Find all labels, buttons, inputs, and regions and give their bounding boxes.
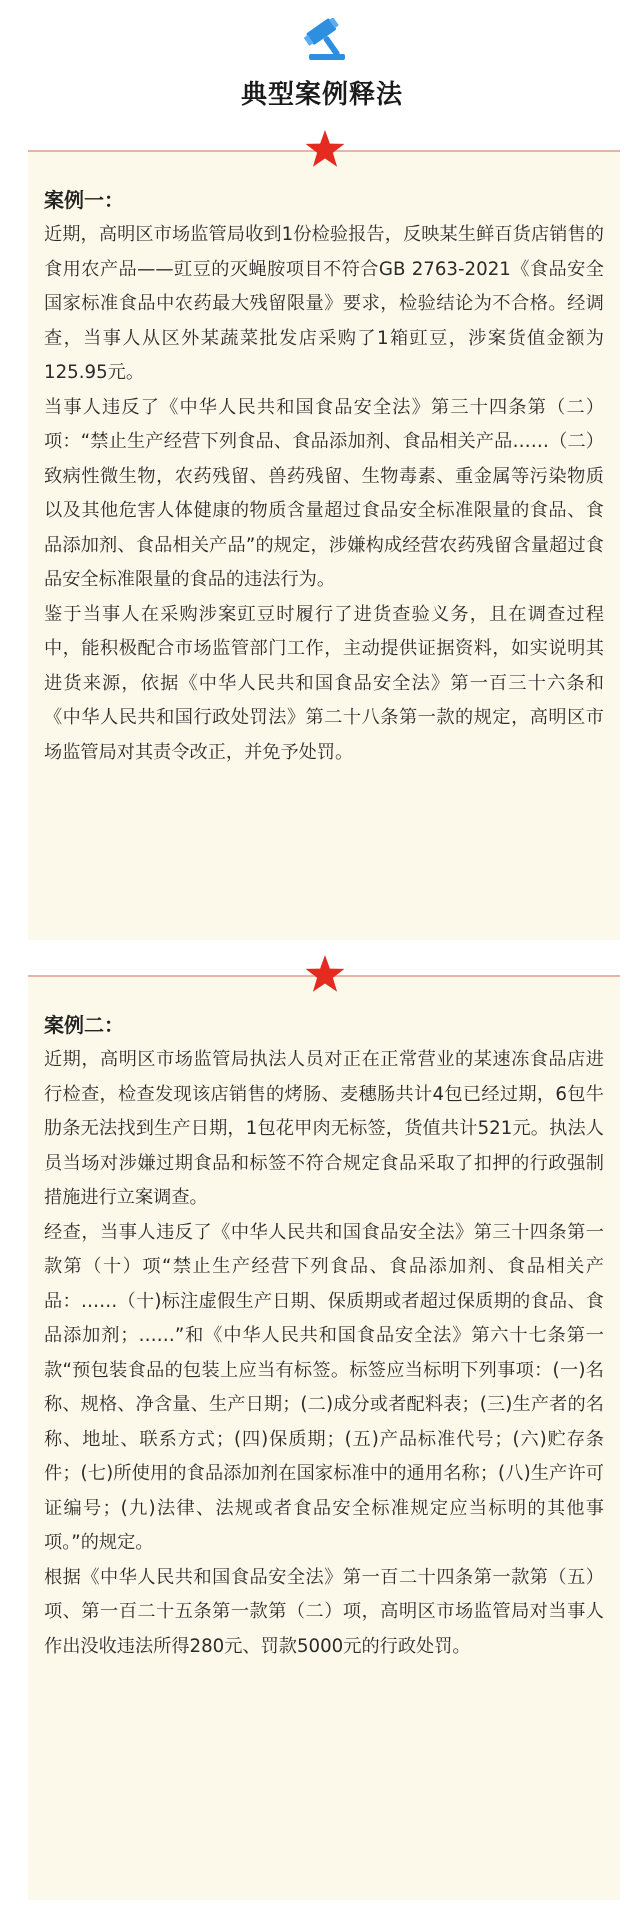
case-card	[28, 975, 620, 1900]
gavel-icon	[299, 18, 355, 62]
case-paragraph: 经查，当事人违反了《中华人民共和国食品安全法》第三十四条第一款第（十）项“禁止生产经营下列食品、食品添加剂、食品相关产品：……（十)标注虚假生产日期、保质期或者超过保质期的食品、食品添加剂；……”和《中华人民共和国食品安全法》第六十七条第一款“预包装食品的包装上应当有标签。标签应当标明下列事项：(一)名称、规格、净含量、生产日期；(二)成分或者配料表；(三)生产者的名称、地址、联系方式；(四)保质期；(五)产品标准代号；(六)贮存条件；(七)所使用的食品添加剂在国家标准中的通用名称；(八)生产许可证编号；(九)法律、法规或者食品安全标准规定应当标明的其他事项。”的规定。	[44, 1221, 604, 1553]
star-icon	[304, 128, 346, 170]
case-paragraph: 当事人违反了《中华人民共和国食品安全法》第三十四条第（二）项：“禁止生产经营下列食品、食品添加剂、食品相关产品……（二）致病性微生物，农药残留、兽药残留、生物毒素、重金属等污染物质以及其他危害人体健康的物质含量超过食品安全标准限量的食品、食品添加剂、食品相关产品”的规定，涉嫌构成经营农药残留含量超过食品安全标准限量的食品的违法行为。	[44, 396, 604, 590]
page-title: 典型案例释法	[240, 80, 403, 110]
case-paragraph: 鉴于当事人在采购涉案豇豆时履行了进货查验义务，且在调查过程中，能积极配合市场监管部门工作，主动提供证据资料，如实说明其进货来源，依据《中华人民共和国食品安全法》第一百三十六条和《中华人民共和国行政处罚法》第二十八条第一款的规定，高明区市场监管局对其责令改正，并免予处罚。	[44, 603, 604, 763]
case-paragraph: 近期，高明区市场监管局执法人员对正在正常营业的某速冻食品店进行检查，检查发现该店销售的烤肠、麦穗肠共计4包已经过期，6包牛肋条无法找到生产日期，1包花甲肉无标签，货值共计521元。执法人员当场对涉嫌过期食品和标签不符合规定食品采取了扣押的行政强制措施进行立案调查。	[44, 1049, 604, 1208]
case-title: 案例一：	[44, 188, 124, 212]
header	[0, 0, 644, 120]
case-paragraph: 根据《中华人民共和国食品安全法》第一百二十四条第一款第（五）项、第一百二十五条第一款第（二）项，高明区市场监管局对当事人作出没收违法所得280元、罚款5000元的行政处罚。	[44, 1566, 604, 1657]
case-paragraph: 近期，高明区市场监管局收到1份检验报告，反映某生鲜百货店销售的食用农产品——豇豆的灭蝇胺项目不符合GB 2763-2021《食品安全国家标准食品中农药最大残留限量》要求，检验结论为不合格。经调查，当事人从区外某蔬菜批发店采购了1箱豇豆，涉案货值金额为125.95元。	[44, 224, 604, 383]
case-title: 案例二：	[44, 1013, 124, 1037]
case-card	[28, 150, 620, 940]
star-icon	[304, 953, 346, 995]
